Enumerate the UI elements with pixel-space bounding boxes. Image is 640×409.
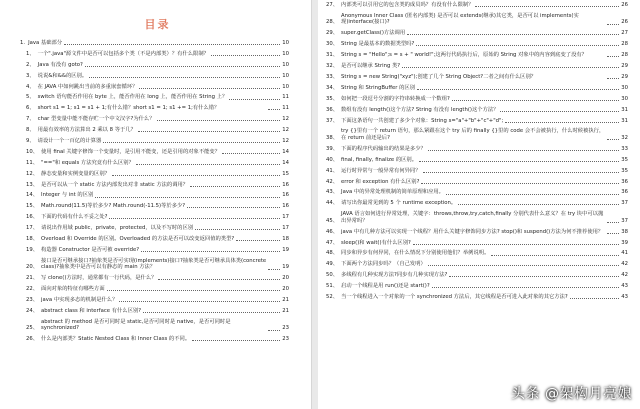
toc-entry-number: 22、 <box>26 286 39 293</box>
toc-entry-text: 下面这条语句一共创建了多少个对象：String s="a"+"b"+"c"+"d"; <box>341 117 504 124</box>
toc-entry-text: sleep()和 wait()有什么区别? <box>341 239 411 246</box>
toc-entry-page: 12 <box>282 127 289 134</box>
toc-entry[interactable] <box>26 236 289 243</box>
toc-entry-page: 32 <box>621 134 628 141</box>
toc-leader-dots <box>446 194 619 195</box>
toc-entry[interactable] <box>26 160 289 167</box>
toc-leader-dots <box>107 290 281 291</box>
toc-entry-number: 39、 <box>326 145 339 152</box>
toc-entry-page: 27 <box>621 30 628 37</box>
toc-leader-dots <box>449 276 619 277</box>
toc-leader-dots <box>136 164 280 165</box>
toc-entry-page: 10 <box>282 50 289 57</box>
toc-entry-page: 43 <box>621 283 628 290</box>
toc-entry-number: 52、 <box>326 294 339 301</box>
toc-entry[interactable] <box>26 62 289 69</box>
toc-entry-number: 26、 <box>26 336 39 343</box>
toc-entry-number: 20、 <box>26 264 39 271</box>
toc-entry[interactable] <box>326 74 628 81</box>
toc-entry-text: 下面的代码有什么不妥之处? <box>41 214 108 221</box>
toc-entry-page: 10 <box>282 40 289 46</box>
toc-leader-dots <box>85 66 280 67</box>
toc-entry[interactable] <box>26 319 289 332</box>
toc-entry[interactable] <box>26 225 289 232</box>
toc-entry-text: Java 中的异常处理机制的简单原理和应用。 <box>341 189 444 196</box>
toc-entry-text: 面向对象的特征有哪些方面 <box>41 286 105 293</box>
toc-leader-dots <box>268 330 280 331</box>
toc-entry-text: String s = new String("xyz");创建了几个 String Object?二者之间有什么区别？ <box>341 73 537 80</box>
toc-entry-text: String 是最基本的数据类型吗? <box>341 41 415 48</box>
toc-leader-dots <box>607 78 619 79</box>
toc-leader-dots <box>187 207 280 208</box>
toc-entry[interactable] <box>26 116 289 123</box>
toc-entry-number: 9、 <box>26 138 35 145</box>
toc-entry-text: final, finally, finalize 的区别。 <box>341 156 418 163</box>
toc-entry[interactable] <box>326 200 628 207</box>
toc-entry[interactable] <box>326 229 628 236</box>
toc-leader-dots <box>413 244 619 245</box>
toc-entry-page: 10 <box>282 61 289 68</box>
toc-list-right <box>326 2 628 301</box>
toc-entry[interactable] <box>26 247 289 254</box>
toc-entry-number: 21、 <box>26 275 39 282</box>
toc-entry-number: 1、 <box>26 50 35 57</box>
toc-entry-text: 多线程有几种实现方法?同步有几种实现方法? <box>341 272 448 279</box>
toc-leader-dots <box>195 229 280 230</box>
toc-leader-dots <box>607 222 619 223</box>
toc-entry-number: 12、 <box>26 170 39 177</box>
toc-entry-text: 请写出你最常见到的 5 个 runtime exception。 <box>341 200 457 207</box>
toc-entry-page: 30 <box>621 95 628 102</box>
toc-entry-page: 16 <box>282 192 289 199</box>
toc-entry[interactable] <box>326 118 628 125</box>
toc-entry-text: 运行时异常与一般异常有何异同？ <box>341 167 421 174</box>
toc-entry-text: 一个".java"源文件中是否可以包括多个类（不是内部类）？有什么限制？ <box>37 50 209 57</box>
toc-leader-dots <box>407 34 619 35</box>
toc-entry-text: 如何把一段逗号分割的字符串转换成一个数组? <box>341 95 450 102</box>
toc-entry[interactable] <box>26 336 289 343</box>
toc-entry-number: 2、 <box>26 61 35 68</box>
toc-entry[interactable] <box>326 63 628 70</box>
toc-entry[interactable] <box>26 297 289 304</box>
toc-entry[interactable] <box>326 85 628 92</box>
toc-entry-page: 29 <box>621 63 628 70</box>
toc-entry-page: 17 <box>282 225 289 232</box>
toc-entry-page: 43 <box>621 294 628 301</box>
toc-entry-number: 11、 <box>26 159 39 166</box>
toc-entry[interactable] <box>326 250 628 257</box>
toc-entry[interactable] <box>26 94 289 101</box>
toc-entry-number: 10、 <box>26 148 39 155</box>
toc-entry[interactable] <box>326 30 628 37</box>
toc-entry[interactable] <box>326 128 628 141</box>
toc-entry-page: 23 <box>282 336 289 343</box>
toc-entry-page: 35 <box>621 156 628 163</box>
toc-leader-dots <box>236 240 280 241</box>
toc-entry[interactable] <box>326 52 628 59</box>
toc-entry-text: Math.round(11.5)等於多少? Math.round(-11.5)等於多少? <box>41 203 186 210</box>
toc-entry[interactable] <box>326 294 628 301</box>
toc-entry-page: 20 <box>282 286 289 293</box>
toc-entry[interactable] <box>20 40 289 47</box>
toc-entry[interactable] <box>26 171 289 178</box>
toc-entry[interactable] <box>26 258 289 271</box>
toc-entry-text: abstract class 和 interface 有什么区别? <box>41 307 142 314</box>
toc-leader-dots <box>416 45 619 46</box>
toc-entry-text: 数组有没有 length()这个方法? String 有没有 length()这个方法？ <box>341 106 499 113</box>
toc-entry[interactable] <box>26 105 289 112</box>
toc-entry-number: 19、 <box>26 246 39 253</box>
toc-entry-number: 14、 <box>26 192 39 199</box>
toc-leader-dots <box>428 265 619 266</box>
toc-leader-dots <box>89 77 280 78</box>
toc-entry-text: 是否可以从一个 static 方法内部发出对非 static 方法的调用？ <box>41 181 189 188</box>
toc-entry[interactable] <box>326 283 628 290</box>
toc-leader-dots <box>138 131 280 132</box>
toc-entry-text: abstract 的 method 是否可同时是 static,是否可同时是 native，是否可同时是 synchronized? <box>41 318 231 332</box>
toc-leader-dots <box>192 340 280 341</box>
toc-entry-text: 下面两个方法同步吗？（自己发明） <box>341 261 426 268</box>
toc-entry-page: 10 <box>282 72 289 79</box>
toc-leader-dots <box>491 255 619 256</box>
toc-entry-page: 28 <box>621 52 628 59</box>
toc-leader-dots <box>190 186 280 187</box>
toc-leader-dots <box>505 122 619 123</box>
toc-entry-text: String s = "Hello";s = s + " world!";这两行代码执行后，原始的 String 对象中的内容到底变了没有？ <box>341 52 587 59</box>
toc-entry[interactable] <box>326 261 628 268</box>
toc-leader-dots <box>417 89 619 90</box>
toc-entry-number: 47、 <box>326 239 339 246</box>
toc-entry-text: 当一个线程进入一个对象的一个 synchronized 方法后，其它线程是否可进入此对象的其它方法? <box>341 294 568 301</box>
toc-leader-dots <box>109 218 280 219</box>
toc-entry-number: 5、 <box>26 94 35 101</box>
toc-entry-text: 静态变量和实例变量的区别？ <box>41 170 110 177</box>
toc-entry-page: 23 <box>282 325 289 332</box>
toc-entry-number: 24、 <box>26 307 39 314</box>
toc-leader-dots <box>143 312 280 313</box>
toc-entry[interactable] <box>26 138 289 145</box>
toc-leader-dots <box>428 150 619 151</box>
toc-entry-number: 43、 <box>326 189 339 196</box>
toc-entry-number: 6、 <box>26 105 35 112</box>
toc-entry[interactable] <box>326 157 628 164</box>
toc-entry-number: 4、 <box>26 83 35 90</box>
toc-entry-number: 34、 <box>326 84 339 91</box>
toc-entry-number: 25、 <box>26 325 39 332</box>
toc-leader-dots <box>268 269 280 270</box>
toc-entry-number: 7、 <box>26 116 35 123</box>
toc-entry[interactable] <box>26 73 289 80</box>
toc-entry-number: 29、 <box>326 30 339 37</box>
toc-leader-dots <box>158 279 280 280</box>
toc-entry-number: 17、 <box>26 225 39 232</box>
toc-entry-page: 41 <box>621 250 628 257</box>
toc-leader-dots <box>157 120 281 121</box>
toc-entry[interactable] <box>26 127 289 134</box>
toc-entry-page: 14 <box>282 148 289 155</box>
toc-entry[interactable] <box>326 96 628 103</box>
toc-title: 目录 <box>144 18 171 31</box>
toc-entry-text: try {}里有一个 return 语句，那么紧跟在这个 try 后的 finally {}里的 code 会不会被执行，什么时候被执行，在 return 前还是后? <box>341 128 605 141</box>
toc-entry-number: 33、 <box>326 73 339 80</box>
toc-entry-page: 38 <box>621 228 628 235</box>
toc-entry-number: 27、 <box>326 2 339 8</box>
toc-leader-dots <box>421 183 619 184</box>
toc-entry-page: 16 <box>282 181 289 188</box>
toc-entry-number: 23、 <box>26 297 39 304</box>
toc-entry-text: error 和 exception 有什么区别? <box>341 178 420 185</box>
toc-entry-number: 35、 <box>326 95 339 102</box>
toc-entry-page: 29 <box>621 73 628 80</box>
toc-entry-number: 32、 <box>326 63 339 70</box>
toc-entry-text: 启动一个线程是用 run()还是 start()? <box>341 283 430 290</box>
toc-entry-page: 26 <box>621 2 628 8</box>
toc-entry[interactable] <box>326 189 628 196</box>
watermark: 头条 @架构月亮娘 <box>511 386 632 402</box>
toc-entry-page: 16 <box>282 203 289 210</box>
toc-entry[interactable] <box>26 149 289 156</box>
toc-entry-page: 35 <box>621 167 628 174</box>
toc-leader-dots <box>402 67 619 68</box>
toc-entry-number: 48、 <box>326 250 339 257</box>
toc-entry-number: 38、 <box>326 134 339 141</box>
toc-entry-page: 30 <box>621 84 628 91</box>
toc-entry-page: 18 <box>282 236 289 243</box>
toc-entry[interactable] <box>26 51 289 58</box>
toc-list-left <box>20 40 289 343</box>
toc-entry-number: 18、 <box>26 236 39 243</box>
toc-entry-number: 31、 <box>326 52 339 59</box>
toc-leader-dots <box>607 56 619 57</box>
toc-leader-dots <box>119 301 280 302</box>
toc-entry[interactable] <box>326 168 628 175</box>
toc-entry-text: 构造器 Constructor 是否可被 override? <box>41 246 140 253</box>
toc-entry-number: 45、 <box>326 217 339 224</box>
toc-entry-number: 40、 <box>326 156 339 163</box>
toc-entry[interactable] <box>26 214 289 221</box>
toc-entry-number: 1. <box>20 40 26 46</box>
toc-leader-dots <box>222 153 280 154</box>
toc-entry-text: 接口是否可继承接口?抽象类是否可实现(implements)接口?抽象类是否可继承具体类(concrete class)?抽象类中是否可以有静态的 main 方法？ <box>41 257 267 271</box>
toc-entry-page: 31 <box>621 117 628 124</box>
toc-entry-text: Java 基础部分 <box>28 40 63 46</box>
toc-entry-page: 28 <box>621 41 628 48</box>
toc-leader-dots <box>419 161 619 162</box>
toc-entry-number: 50、 <box>326 272 339 279</box>
toc-entry-page: 21 <box>282 307 289 314</box>
toc-entry-page: 12 <box>282 116 289 123</box>
toc-entry-text: 用最有效率的方法算出 2 乘以 8 等于几？ <box>37 127 136 134</box>
toc-entry[interactable] <box>26 84 289 91</box>
toc-entry-text: char 型变量中能不能存贮一个中文汉字?为什么？ <box>37 116 155 123</box>
toc-entry[interactable] <box>326 240 628 247</box>
toc-leader-dots <box>458 204 619 205</box>
toc-entry-number: 13、 <box>26 181 39 188</box>
toc-entry-text: 说说&和&&的区别。 <box>37 72 88 79</box>
toc-entry-text: 同步和异步有何异同，在什么情况下分别使用他们？举例说明。 <box>341 250 490 257</box>
toc-entry-number: 16、 <box>26 214 39 221</box>
toc-entry-text: 在 JAVA 中如何跳出当前的多重嵌套循环？ <box>37 83 138 90</box>
toc-entry[interactable] <box>26 192 289 199</box>
toc-entry-page: 15 <box>282 170 289 177</box>
toc-entry-number: 15、 <box>26 203 39 210</box>
toc-leader-dots <box>500 111 619 112</box>
toc-entry-text: java 中有几种方法可以实现一个线程？用什么关键字修饰同步方法? stop()和 suspend()方法为何不推荐使用？ <box>341 228 604 235</box>
toc-entry-text: super.getClass()方法调用 <box>341 30 406 37</box>
toc-entry-text: 是否可以继承 String 类? <box>341 63 401 70</box>
toc-entry-page: 26 <box>621 19 628 26</box>
toc-entry-text: 请说出作用域 public，private，protected，以及不写时的区别 <box>41 225 194 232</box>
toc-entry[interactable] <box>326 272 628 279</box>
toc-entry[interactable] <box>326 179 628 186</box>
toc-leader-dots <box>268 109 280 110</box>
toc-entry-text: 请设计一个一百亿的计算器 <box>37 138 102 145</box>
toc-leader-dots <box>112 175 280 176</box>
toc-entry-page: 37 <box>621 200 628 207</box>
toc-entry-page: 12 <box>282 138 289 145</box>
toc-entry-page: 33 <box>621 145 628 152</box>
toc-leader-dots <box>139 88 280 89</box>
toc-entry-text: Java 有没有 goto? <box>37 61 83 68</box>
toc-leader-dots <box>141 251 280 252</box>
toc-entry-text: JAVA 语言如何进行异常处理，关键字：throws,throw,try,catch,finally 分别代表什么意义？在 try 块中可以抛出异常吗？ <box>341 211 604 224</box>
toc-leader-dots <box>211 55 280 56</box>
toc-entry-number: 49、 <box>326 261 339 268</box>
toc-entry[interactable] <box>326 2 628 9</box>
toc-entry-number: 8、 <box>26 127 35 134</box>
toc-entry-text: 写 clone()方法时，通常都有一行代码，是什么？ <box>41 275 157 282</box>
toc-entry-text: 什么是内部类？Static Nested Class 和 Inner Class 的不同。 <box>41 336 191 343</box>
toc-entry[interactable] <box>26 182 289 189</box>
toc-leader-dots <box>452 100 619 101</box>
toc-entry-text: 使用 final 关键字修饰一个变量时，是引用不能变，还是引用的对象不能变？ <box>41 148 221 155</box>
toc-entry-number: 42、 <box>326 178 339 185</box>
toc-page-right <box>318 0 640 409</box>
toc-entry-page: 11 <box>282 105 289 112</box>
toc-entry[interactable] <box>26 203 289 210</box>
toc-entry-page: 14 <box>282 159 289 166</box>
toc-entry[interactable] <box>326 146 628 153</box>
toc-leader-dots <box>229 99 280 100</box>
toc-entry-page: 31 <box>621 106 628 113</box>
toc-entry-number: 36、 <box>326 106 339 113</box>
toc-leader-dots <box>432 287 620 288</box>
toc-entry-text: short s1 = 1; s1 = s1 + 1;有什么错？short s1 = 1; s1 += 1;有什么错？ <box>37 105 220 112</box>
toc-entry-page: 19 <box>282 264 289 271</box>
toc-entry-page: 42 <box>621 261 628 268</box>
toc-entry[interactable] <box>26 286 289 293</box>
toc-leader-dots <box>607 24 619 25</box>
toc-entry-text: Overload 和 Override 的区别。Overloaded 的方法是否可以改变返回值的类型? <box>41 236 235 243</box>
toc-entry-number: 37、 <box>326 117 339 124</box>
toc-entry-page: 19 <box>282 246 289 253</box>
toc-entry[interactable] <box>26 308 289 315</box>
toc-entry-page: 21 <box>282 297 289 304</box>
toc-entry-page: 36 <box>621 189 628 196</box>
toc-leader-dots <box>423 172 620 173</box>
toc-entry-number: 46、 <box>326 228 339 235</box>
toc-entry-number: 30、 <box>326 41 339 48</box>
toc-entry[interactable] <box>26 275 289 282</box>
toc-entry-text: "=="和 equals 方法究竟有什么区别？ <box>41 159 134 166</box>
toc-entry-number: 41、 <box>326 167 339 174</box>
toc-entry-page: 17 <box>282 214 289 221</box>
toc-entry-number: 3、 <box>26 72 35 79</box>
toc-entry-text: String 和 StringBuffer 的区别 <box>341 84 415 91</box>
toc-leader-dots <box>103 142 280 143</box>
toc-entry[interactable] <box>326 41 628 48</box>
toc-entry-number: 44、 <box>326 200 339 207</box>
toc-page-left <box>0 0 312 409</box>
toc-entry-page: 11 <box>282 94 289 101</box>
toc-leader-dots <box>64 44 280 45</box>
toc-entry-text: Integer 与 int 的区别 <box>41 192 94 199</box>
toc-entry-page: 39 <box>621 239 628 246</box>
toc-entry-text: 下面的程序代码输出的结果是多少？ <box>341 145 426 152</box>
toc-entry-page: 37 <box>621 217 628 224</box>
toc-entry-number: 51、 <box>326 283 339 290</box>
toc-entry[interactable] <box>326 13 628 26</box>
toc-entry-text: 内部类可以引用它的包含类的成员吗？有没有什么限制？ <box>341 2 474 8</box>
toc-leader-dots <box>570 298 620 299</box>
toc-leader-dots <box>475 6 619 7</box>
toc-leader-dots <box>607 233 619 234</box>
toc-entry-page: 10 <box>282 83 289 90</box>
toc-entry-page: 20 <box>282 275 289 282</box>
toc-entry-text: switch 语句能否作用在 byte 上，能否作用在 long 上，能否作用在 String 上？ <box>37 94 228 101</box>
toc-entry-page: 42 <box>621 272 628 279</box>
toc-entry-number: 28、 <box>326 19 339 26</box>
toc-leader-dots <box>95 197 280 198</box>
toc-leader-dots <box>607 139 619 140</box>
toc-entry-text: Anonymous Inner Class (匿名内部类) 是否可以 extends(继承)其它类，是否可以 implements(实现)interface(接口)? <box>341 12 579 26</box>
toc-entry[interactable] <box>326 211 628 224</box>
toc-entry[interactable] <box>326 107 628 114</box>
toc-entry-text: java 中实现多态的机制是什么？ <box>41 297 118 304</box>
toc-entry-page: 36 <box>621 178 628 185</box>
